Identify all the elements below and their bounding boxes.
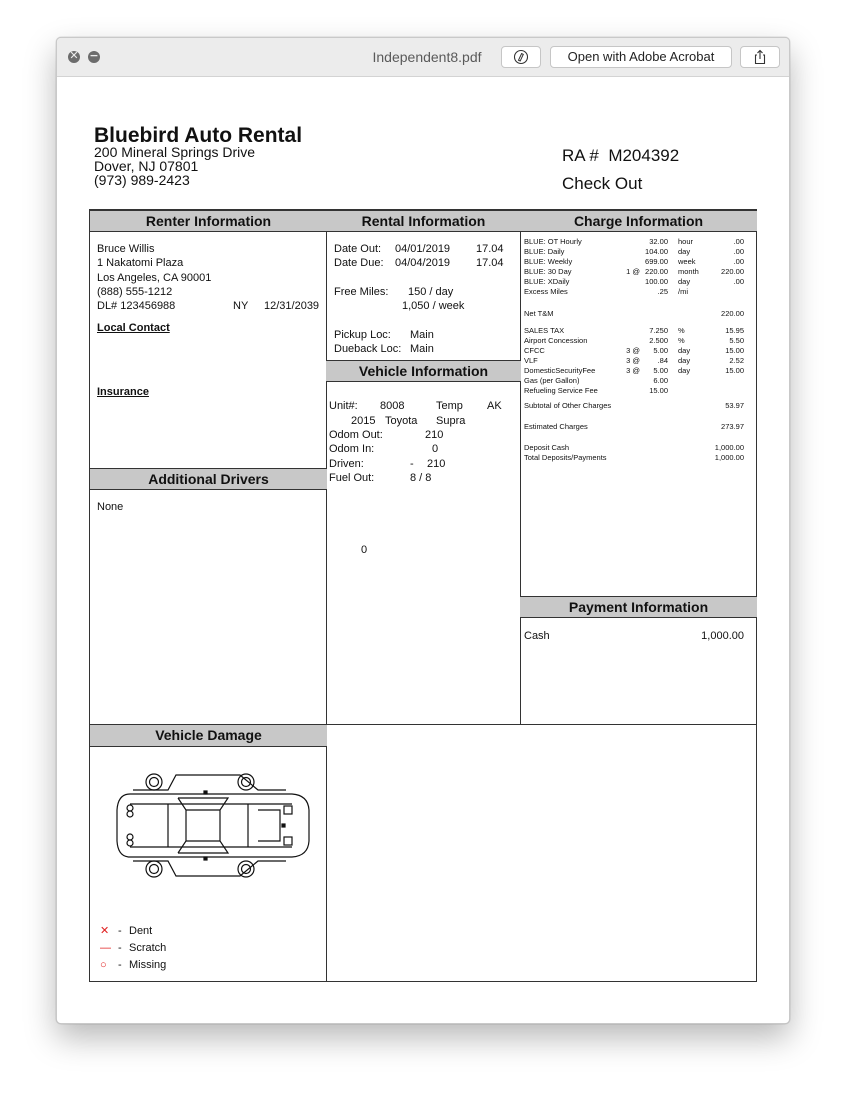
charge-amount: .00 [733,277,744,286]
time-out-value: 17.04 [476,243,504,255]
subtotal-amount: 53.97 [725,401,744,410]
share-button[interactable] [740,46,780,68]
company-address-line1: 200 Mineral Springs Drive [94,144,256,160]
renter-street: 1 Nakatomi Plaza [97,257,184,269]
legend-dash: - [118,959,122,971]
driven-label: Driven: [329,458,364,470]
charge-unit: day [678,366,691,375]
renter-name: Bruce Willis [97,243,155,255]
date-out-label: Date Out: [334,243,382,255]
additional-drivers-heading: Additional Drivers [90,468,327,490]
deposit-label: Deposit Cash [524,443,570,452]
charge-label: VLF [524,356,538,365]
vehicle-make: Toyota [385,415,418,427]
charge-qty: 3 @ [626,366,640,375]
charge-rate: 100.00 [645,277,668,286]
odom-in-value: 0 [432,443,439,455]
charge-unit: day [678,277,691,286]
pickup-location-value: Main [410,329,434,341]
estimated-amount: 273.97 [721,422,744,431]
charge-rate: .25 [657,287,668,296]
subtotal-label: Subtotal of Other Charges [524,401,612,410]
charge-label: BLUE: 30 Day [524,267,572,276]
agreement-status: Check Out [562,174,643,193]
charge-amount: 2.52 [729,356,744,365]
charge-amount: .00 [733,247,744,256]
charge-rate: 32.00 [649,237,668,246]
dueback-location-label: Dueback Loc: [334,343,402,355]
charge-label: SALES TAX [524,326,565,335]
vehicle-info-heading: Vehicle Information [326,360,521,382]
charge-unit: week [678,257,696,266]
charge-amount: 15.00 [725,346,744,355]
date-due-value: 04/04/2019 [395,257,451,269]
ra-number [562,146,679,166]
charge-label: Refueling Service Fee [524,386,598,395]
insurance-label: Insurance [97,386,149,398]
charge-unit: day [678,247,691,256]
legend-dash: - [118,925,122,937]
charge-rate: 5.00 [653,346,668,355]
missing-icon: ○ [100,959,107,971]
charge-unit: hour [678,237,694,246]
charge-label: BLUE: XDaily [524,277,570,286]
dueback-location-value: Main [410,343,434,355]
charge-qty: 3 @ [626,346,640,355]
legend-label: Scratch [129,942,167,954]
plate-type: Temp [436,400,463,412]
odom-in-label: Odom In: [329,443,375,455]
legend-label: Missing [129,959,167,971]
payment-info-heading: Payment Information [520,596,757,618]
driven-dash: - [410,458,414,470]
close-window-button[interactable] [68,51,80,63]
charge-label: Airport Concession [524,336,588,345]
unit-value: 8008 [380,400,405,412]
window-title: Independent8.pdf [372,49,482,65]
vehicle-year: 2015 [351,415,376,427]
local-contact-label: Local Contact [97,322,170,334]
charge-amount: .00 [733,257,744,266]
rental-info-heading: Rental Information [326,210,521,232]
ra-label: RA # [562,146,599,165]
pdf-page [57,77,789,1023]
charge-label: Gas (per Gallon) [524,376,580,385]
driven-value: 210 [427,458,446,470]
date-due-label: Date Due: [334,257,384,269]
charge-amount: 15.95 [725,326,744,335]
estimated-label: Estimated Charges [524,422,588,431]
free-miles-day: 150 / day [408,286,454,298]
charge-rate: 6.00 [653,376,668,385]
plate-state: AK [487,400,502,412]
divider [326,210,327,982]
charge-unit: % [678,326,685,335]
company-phone: (973) 989-2423 [94,172,190,188]
charge-label: BLUE: OT Hourly [524,237,582,246]
legend-label: Dent [129,925,153,937]
unit-label: Unit#: [329,400,358,412]
charge-rate: 220.00 [645,267,668,276]
date-out-value: 04/01/2019 [395,243,451,255]
net-tm-label: Net T&M [524,309,554,318]
additional-drivers-value: None [97,501,124,513]
vehicle-damage-heading: Vehicle Damage [90,725,327,747]
charge-rate: 104.00 [645,247,668,256]
share-icon [753,49,767,65]
vehicle-extra-value: 0 [361,544,368,556]
fuel-out-label: Fuel Out: [329,472,375,484]
renter-dl-state: NY [233,300,249,312]
charge-label: BLUE: Weekly [524,257,573,266]
charge-qty: 1 @ [626,267,640,276]
open-with-acrobat-button[interactable]: Open with Adobe Acrobat [550,46,732,68]
vehicle-damage-diagram [108,770,310,885]
renter-dl-expiry: 12/31/2039 [264,300,320,312]
charge-unit: day [678,356,691,365]
renter-info-heading: Renter Information [90,210,327,232]
charge-unit: day [678,346,691,355]
charge-rate: 699.00 [645,257,668,266]
markup-pen-icon [513,49,529,65]
ra-value: M204392 [608,146,680,165]
renter-phone: (888) 555-1212 [97,286,173,298]
charge-amount: 220.00 [721,267,744,276]
rental-agreement-form [89,209,757,982]
charge-unit: % [678,336,685,345]
markup-button[interactable] [501,46,541,68]
net-tm-amount: 220.00 [721,309,744,318]
renter-city: Los Angeles, CA 90001 [97,272,212,284]
total-deposits-amount: 1,000.00 [714,453,744,462]
charge-label: DomesticSecurityFee [524,366,596,375]
deposit-amount: 1,000.00 [714,443,744,452]
pdf-preview-window [56,37,790,1024]
charge-label: Excess Miles [524,287,568,296]
odom-out-value: 210 [425,429,444,441]
charge-rate: 2.500 [649,336,668,345]
dent-icon: ✕ [100,925,110,937]
vehicle-model: Supra [436,415,466,427]
charge-rate: .84 [657,356,668,365]
divider [520,210,521,725]
minimize-icon: − [89,49,99,62]
renter-dl: DL# 123456988 [97,300,176,312]
charge-rate: 7.250 [649,326,668,335]
company-name: Bluebird Auto Rental [94,124,303,147]
payment-method: Cash [524,630,550,642]
close-icon: ✕ [69,49,79,62]
charge-info-heading: Charge Information [520,210,757,232]
pickup-location-label: Pickup Loc: [334,329,391,341]
charge-amount: .00 [733,237,744,246]
fuel-out-value: 8 / 8 [410,472,432,484]
minimize-window-button[interactable] [88,51,100,63]
charge-unit: /mi [678,287,688,296]
legend-dash: - [118,942,122,954]
charge-label: BLUE: Daily [524,247,565,256]
odom-out-label: Odom Out: [329,429,383,441]
payment-amount: 1,000.00 [701,630,744,642]
charge-rate: 5.00 [653,366,668,375]
charge-rate: 15.00 [649,386,668,395]
free-miles-week: 1,050 / week [402,300,465,312]
charge-amount: 5.50 [729,336,744,345]
total-deposits-label: Total Deposits/Payments [524,453,607,462]
time-due-value: 17.04 [476,257,504,269]
charge-amount: 15.00 [725,366,744,375]
company-address-line2: Dover, NJ 07801 [94,158,199,174]
charge-label: CFCC [524,346,545,355]
title-bar [57,38,789,77]
free-miles-label: Free Miles: [334,286,389,298]
charge-unit: month [678,267,699,276]
charge-qty: 3 @ [626,356,640,365]
scratch-icon: — [100,942,111,954]
